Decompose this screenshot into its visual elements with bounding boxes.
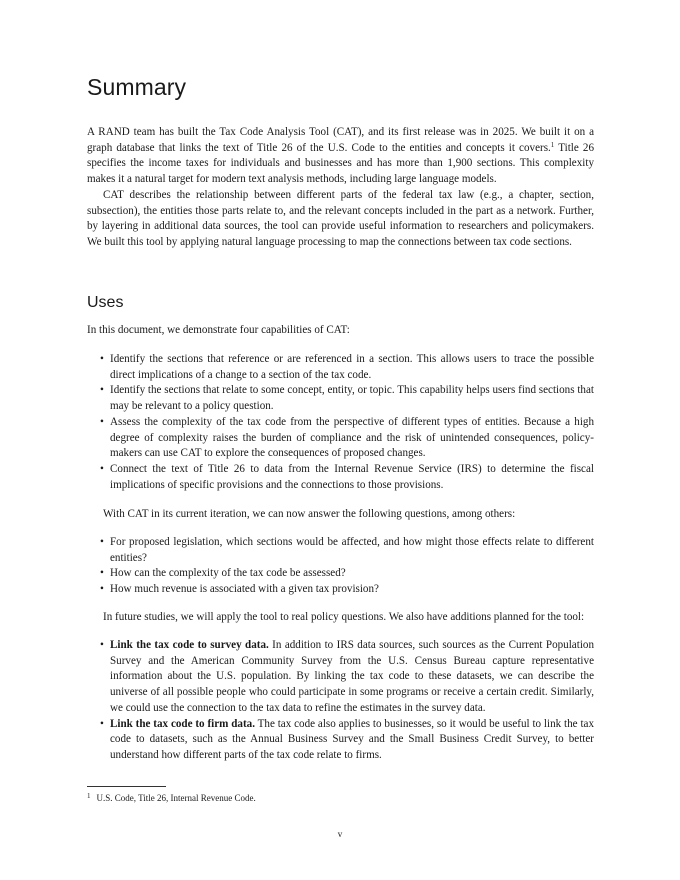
bullet-icon: • — [100, 536, 104, 548]
bullet-icon: • — [100, 415, 104, 428]
footnote-divider — [87, 786, 166, 787]
uses-intro: In this document, we demonstrate four capabilities of CAT: — [87, 324, 350, 336]
list-item-lead: Link the tax code to survey data. — [110, 639, 269, 651]
future-additions-list — [87, 638, 594, 764]
footnote-mark: 1 — [87, 792, 91, 800]
list-item: • Connect the text of Title 26 to data from the Internal Revenue Service (IRS) to determine the fiscal implications of specific provisions and the connections to those provisions. — [100, 462, 594, 491]
list-item: • Assess the complexity of the tax code from the perspective of different types of entities. Because a high degree of complexity raises the burden of compliance and the risk of unintended consequences, policymakers can use CAT to explore the consequences of proposed changes. — [100, 415, 594, 460]
bullet-icon: • — [100, 384, 104, 397]
questions-list — [87, 535, 594, 598]
bullet-icon: • — [100, 567, 104, 580]
future-intro: In future studies, we will apply the tool to real policy questions. We also have additions planned for the tool: — [103, 611, 585, 623]
list-item: • Identify the sections that reference or are referenced in a section. This allows users to trace the possible direct implications of a change to a section of the tax code. — [100, 353, 594, 381]
bullet-icon: • — [100, 462, 104, 475]
footnote-text: U.S. Code, Title 26, Internal Revenue Code. — [96, 793, 256, 803]
list-item-lead: Link the tax code to firm data. — [110, 717, 255, 730]
summary-paragraph-1 — [87, 125, 594, 188]
questions-intro: With CAT in its current iteration, we can now answer the following questions, among others: — [103, 508, 516, 520]
list-item: • Link the tax code to survey data. In addition to IRS data sources, such sources as the Current Population Survey and the American Community Survey from the U.S. Census Bureau capture representative information about the U.S. population. By linking the tax code to these datasets, we can describe the universe of all possible people who could participate in some programs or receive a certain credit. Similarly, we could use the connection to the tax data to refine the estimates in the survey data. — [100, 639, 594, 714]
footnote-reference[interactable]: 1 — [550, 140, 555, 149]
list-item: • For proposed legislation, which sections would be affected, and how might those effects relate to different entities? — [100, 536, 594, 564]
summary-heading: Summary — [87, 74, 187, 100]
list-item: • How much revenue is associated with a given tax provision? — [87, 582, 594, 598]
list-item: • Link the tax code to firm data. The tax code also applies to businesses, so it would be useful to link the tax code to datasets, such as the Annual Business Survey and the Small Business Credit Survey, to better understand how different parts of the tax code relate to firms. — [100, 717, 594, 761]
summary-paragraph-1-continued: Title 26 specifies the income taxes for individuals and businesses and has more than 1,900 sections. This complexity makes it a natural target for modern text analysis methods, including large language models. — [87, 141, 594, 186]
bullet-icon: • — [100, 639, 104, 651]
footnote — [87, 790, 256, 804]
list-item: • Identify the sections that relate to some concept, entity, or topic. This capability helps users find sections that may be relevant to a policy question. — [100, 384, 594, 413]
page-number: v — [337, 829, 343, 839]
bullet-icon: • — [100, 583, 104, 596]
summary-section — [87, 125, 594, 251]
capabilities-list — [87, 352, 594, 493]
bullet-icon: • — [100, 717, 104, 730]
list-item: • How can the complexity of the tax code be assessed? — [87, 566, 594, 582]
summary-paragraph-2: CAT describes the relationship between different parts of the federal tax law (e.g., a chapter, section, subsection), the entities those parts relate to, and the relevant concepts included in the part as a network. Further, by layering in additional data sources, the tool can provide useful information to researchers and policymakers. We built this tool by applying natural language processing to map the connections between tax code sections. — [87, 188, 594, 248]
uses-heading: Uses — [87, 294, 124, 311]
bullet-icon: • — [100, 353, 104, 365]
summary-paragraph-1-text: A RAND team has built the Tax Code Analysis Tool (CAT), and its first release was in 2025. We built it on a graph database that links the text of Title 26 of the U.S. Code to the entities and concepts it covers. — [87, 126, 594, 154]
